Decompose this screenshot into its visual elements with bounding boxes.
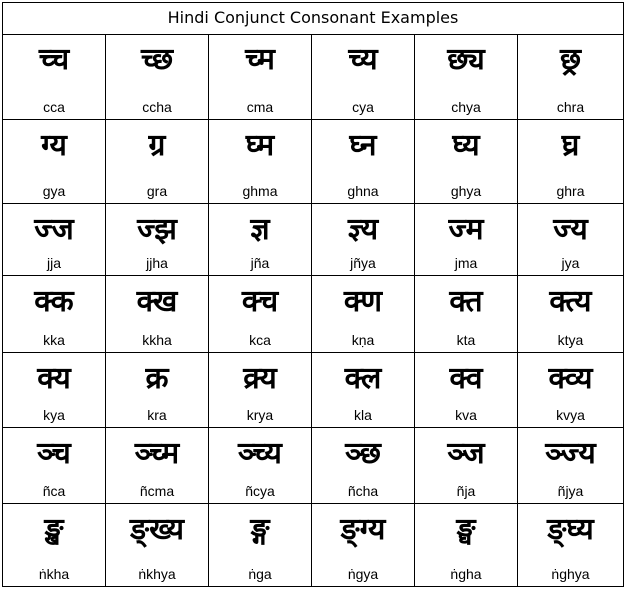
transliteration-label: jja (46, 255, 61, 271)
conjunct-cell (106, 204, 209, 276)
conjunct-cell (312, 120, 415, 204)
transliteration-label: ñja (456, 483, 476, 499)
conjunct-cell (3, 504, 106, 586)
table-title: Hindi Conjunct Consonant Examples (3, 3, 623, 35)
conjunct-cell (209, 276, 312, 353)
transliteration-label: kṇa (351, 332, 375, 348)
transliteration-label: ṅghya (551, 566, 590, 582)
conjunct-glyph: छ्य (447, 42, 485, 77)
transliteration-label: gra (146, 183, 168, 199)
conjunct-cell (106, 504, 209, 586)
conjunct-glyph: ञ्छ (345, 436, 381, 471)
transliteration-label: ṅkha (38, 566, 70, 582)
conjunct-glyph: क्च (241, 284, 279, 319)
conjunct-cell (312, 353, 415, 428)
transliteration-label: ṅga (248, 566, 272, 582)
conjunct-glyph: ज्झ (137, 212, 177, 247)
conjunct-glyph: ङ्घ (456, 512, 476, 547)
conjunct-table (2, 2, 624, 587)
transliteration-label: ṅgya (347, 566, 379, 582)
transliteration-label: jma (454, 255, 478, 271)
conjunct-glyph: ञ्च्म (134, 436, 180, 471)
conjunct-cell (3, 428, 106, 504)
conjunct-glyph: क्क (34, 284, 74, 319)
conjunct-glyph: क्त (449, 284, 483, 319)
conjunct-cell (518, 504, 623, 586)
conjunct-cell (415, 504, 518, 586)
conjunct-cell (106, 353, 209, 428)
conjunct-cell (106, 276, 209, 353)
conjunct-glyph: क्व्य (548, 361, 593, 396)
conjunct-glyph: च्छ (140, 42, 174, 77)
transliteration-label: ñcya (245, 483, 275, 499)
conjunct-cell (518, 120, 623, 204)
conjunct-cell (106, 34, 209, 120)
transliteration-label: cca (43, 99, 65, 115)
conjunct-cell (209, 504, 312, 586)
conjunct-cell (312, 276, 415, 353)
transliteration-label: jya (561, 255, 580, 271)
conjunct-glyph: घ्म (245, 128, 275, 163)
conjunct-glyph: च्च (38, 42, 70, 77)
transliteration-label: ñcma (139, 483, 175, 499)
conjunct-cell (209, 428, 312, 504)
transliteration-label: jñya (350, 255, 376, 271)
transliteration-label: ktya (557, 332, 584, 348)
conjunct-glyph: ञ्च्य (238, 436, 282, 471)
conjunct-glyph: घ्य (452, 128, 480, 163)
conjunct-cell (3, 120, 106, 204)
transliteration-label: ñcha (347, 483, 379, 499)
conjunct-cell (3, 34, 106, 120)
conjunct-glyph: क्ल (344, 361, 382, 396)
conjunct-glyph: ङ्ग (250, 512, 270, 547)
conjunct-glyph: ज्य (553, 212, 588, 247)
transliteration-label: kya (43, 407, 65, 423)
conjunct-glyph: क्य (37, 361, 71, 396)
transliteration-label: jña (250, 255, 270, 271)
conjunct-cell (518, 353, 623, 428)
conjunct-cell (312, 204, 415, 276)
transliteration-label: kca (249, 332, 271, 348)
conjunct-cell (312, 34, 415, 120)
transliteration-label: ñca (42, 483, 66, 499)
conjunct-cell (518, 428, 623, 504)
transliteration-label: ghna (347, 183, 379, 199)
conjunct-cell (415, 34, 518, 120)
conjunct-cell (3, 204, 106, 276)
conjunct-cell (312, 504, 415, 586)
conjunct-glyph: ङ्ख (44, 512, 64, 547)
conjunct-glyph: ञ्ज्य (545, 436, 596, 471)
conjunct-cell (209, 353, 312, 428)
conjunct-cell (106, 428, 209, 504)
conjunct-glyph: ग्र (148, 128, 166, 163)
transliteration-label: ghma (242, 183, 278, 199)
conjunct-glyph: ङ्ख्य (129, 512, 185, 547)
transliteration-label: ṅgha (450, 566, 482, 582)
conjunct-cell (518, 204, 623, 276)
conjunct-cell (415, 276, 518, 353)
conjunct-glyph: घ्न (349, 128, 377, 163)
transliteration-label: kka (43, 332, 65, 348)
transliteration-label: cma (246, 99, 274, 115)
transliteration-label: ghya (450, 183, 482, 199)
conjunct-glyph: छ्र (559, 42, 582, 77)
conjunct-glyph: ज्म (448, 212, 484, 247)
transliteration-label: gya (42, 183, 66, 199)
transliteration-label: ccha (142, 99, 172, 115)
transliteration-label: kla (354, 407, 372, 423)
conjunct-glyph: घ्र (561, 128, 580, 163)
conjunct-glyph: क्ण (343, 284, 383, 319)
conjunct-glyph: च्म (245, 42, 275, 77)
transliteration-label: ñjya (557, 483, 584, 499)
transliteration-label: ṅkhya (138, 566, 176, 582)
transliteration-label: ghra (556, 183, 585, 199)
conjunct-glyph: ज्ञ्य (347, 212, 379, 247)
conjunct-glyph: ज्ञ (250, 212, 270, 247)
conjunct-cell (415, 204, 518, 276)
conjunct-glyph: ग्य (41, 128, 67, 163)
conjunct-glyph: ञ्ज (447, 436, 485, 471)
conjunct-glyph: ज्ज (34, 212, 74, 247)
conjunct-glyph: ङ्ग्य (340, 512, 386, 547)
conjunct-glyph: क्ख (136, 284, 178, 319)
transliteration-label: kkha (142, 332, 172, 348)
conjunct-cell (209, 34, 312, 120)
conjunct-cell (518, 276, 623, 353)
transliteration-label: jjha (146, 255, 168, 271)
conjunct-grid (3, 34, 623, 586)
conjunct-glyph: ञ्च (37, 436, 71, 471)
conjunct-cell (312, 428, 415, 504)
conjunct-cell (3, 276, 106, 353)
conjunct-cell (3, 353, 106, 428)
transliteration-label: chya (451, 99, 481, 115)
conjunct-glyph: क्त्य (549, 284, 592, 319)
conjunct-glyph: च्य (348, 42, 378, 77)
transliteration-label: kta (456, 332, 476, 348)
conjunct-cell (209, 204, 312, 276)
conjunct-cell (518, 34, 623, 120)
conjunct-glyph: ङ्घ्य (547, 512, 594, 547)
conjunct-cell (209, 120, 312, 204)
transliteration-label: kva (455, 407, 477, 423)
conjunct-glyph: क्व (449, 361, 483, 396)
conjunct-cell (415, 120, 518, 204)
conjunct-cell (415, 353, 518, 428)
transliteration-label: cya (352, 99, 374, 115)
transliteration-label: chra (556, 99, 585, 115)
conjunct-cell (106, 120, 209, 204)
conjunct-glyph: क्र (145, 361, 169, 396)
transliteration-label: kvya (556, 407, 585, 423)
conjunct-cell (415, 428, 518, 504)
transliteration-label: krya (246, 407, 274, 423)
conjunct-glyph: क्र्य (243, 361, 277, 396)
transliteration-label: kra (147, 407, 167, 423)
